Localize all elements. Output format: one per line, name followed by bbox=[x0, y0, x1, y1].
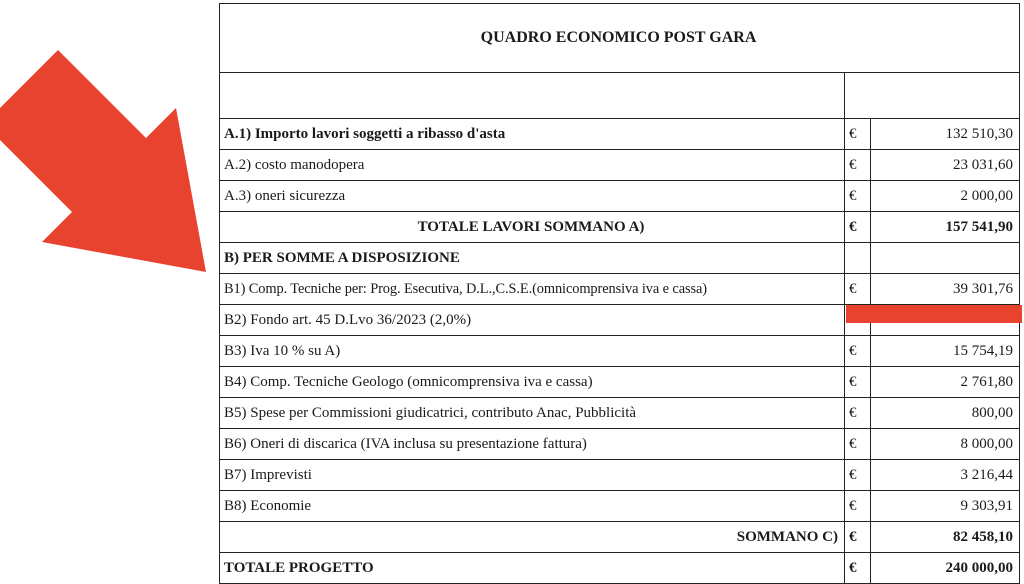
table-row-b1 bbox=[220, 274, 1020, 305]
table-row-b4 bbox=[220, 367, 1020, 398]
table-row-b7 bbox=[220, 460, 1020, 491]
row-desc: TOTALE PROGETTO bbox=[220, 553, 845, 584]
row-desc: B2) Fondo art. 45 D.Lvo 36/2023 (2,0%) bbox=[220, 305, 845, 336]
table-title: QUADRO ECONOMICO POST GARA bbox=[220, 4, 1020, 73]
row-currency: € bbox=[845, 429, 871, 460]
row-amount: 9 303,91 bbox=[871, 491, 1020, 522]
row-amount: 240 000,00 bbox=[871, 553, 1020, 584]
table-row-a1 bbox=[220, 119, 1020, 150]
row-desc: B1) Comp. Tecniche per: Prog. Esecutiva, D.L.,C.S.E.(omnicomprensiva iva e cassa) bbox=[220, 274, 845, 305]
row-amount: 23 031,60 bbox=[871, 150, 1020, 181]
table-row-sommano-c bbox=[220, 522, 1020, 553]
economic-table bbox=[219, 3, 1020, 584]
spacer-row bbox=[220, 73, 1020, 119]
table-row-total-progetto bbox=[220, 553, 1020, 584]
table-row-b3 bbox=[220, 336, 1020, 367]
table-row-b8 bbox=[220, 491, 1020, 522]
row-desc: TOTALE LAVORI SOMMANO A) bbox=[220, 212, 845, 243]
row-currency: € bbox=[845, 212, 871, 243]
row-amount: 157 541,90 bbox=[871, 212, 1020, 243]
row-amount: 8 000,00 bbox=[871, 429, 1020, 460]
row-desc: B) PER SOMME A DISPOSIZIONE bbox=[220, 243, 845, 274]
row-amount: 800,00 bbox=[871, 398, 1020, 429]
row-desc: B6) Oneri di discarica (IVA inclusa su presentazione fattura) bbox=[220, 429, 845, 460]
row-desc: SOMMANO C) bbox=[220, 522, 845, 553]
table-row-a3 bbox=[220, 181, 1020, 212]
table-row-section-b bbox=[220, 243, 1020, 274]
row-currency: € bbox=[845, 274, 871, 305]
title-row bbox=[220, 4, 1020, 73]
row-amount: 3 216,44 bbox=[871, 460, 1020, 491]
row-desc: A.3) oneri sicurezza bbox=[220, 181, 845, 212]
row-desc: A.1) Importo lavori soggetti a ribasso d'asta bbox=[220, 119, 845, 150]
row-amount: 2 761,80 bbox=[871, 367, 1020, 398]
row-currency: € bbox=[845, 522, 871, 553]
row-currency: € bbox=[845, 553, 871, 584]
row-currency: € bbox=[845, 119, 871, 150]
table-row-b5 bbox=[220, 398, 1020, 429]
row-currency bbox=[845, 243, 871, 274]
table-row-total-a bbox=[220, 212, 1020, 243]
row-desc: B8) Economie bbox=[220, 491, 845, 522]
row-amount bbox=[871, 243, 1020, 274]
row-currency: € bbox=[845, 491, 871, 522]
row-currency: € bbox=[845, 150, 871, 181]
row-amount: 2 000,00 bbox=[871, 181, 1020, 212]
arrow-shape bbox=[0, 50, 206, 272]
row-currency: € bbox=[845, 181, 871, 212]
row-desc: A.2) costo manodopera bbox=[220, 150, 845, 181]
redaction-bar bbox=[846, 305, 1022, 323]
row-amount: 15 754,19 bbox=[871, 336, 1020, 367]
row-currency: € bbox=[845, 398, 871, 429]
row-currency: € bbox=[845, 336, 871, 367]
row-currency: € bbox=[845, 367, 871, 398]
row-desc: B3) Iva 10 % su A) bbox=[220, 336, 845, 367]
row-currency: € bbox=[845, 460, 871, 491]
row-desc: B4) Comp. Tecniche Geologo (omnicomprensiva iva e cassa) bbox=[220, 367, 845, 398]
row-desc: B5) Spese per Commissioni giudicatrici, contributo Anac, Pubblicità bbox=[220, 398, 845, 429]
row-amount: 39 301,76 bbox=[871, 274, 1020, 305]
row-amount: 132 510,30 bbox=[871, 119, 1020, 150]
row-amount: 82 458,10 bbox=[871, 522, 1020, 553]
table-row-b6 bbox=[220, 429, 1020, 460]
row-desc: B7) Imprevisti bbox=[220, 460, 845, 491]
table-row-a2 bbox=[220, 150, 1020, 181]
